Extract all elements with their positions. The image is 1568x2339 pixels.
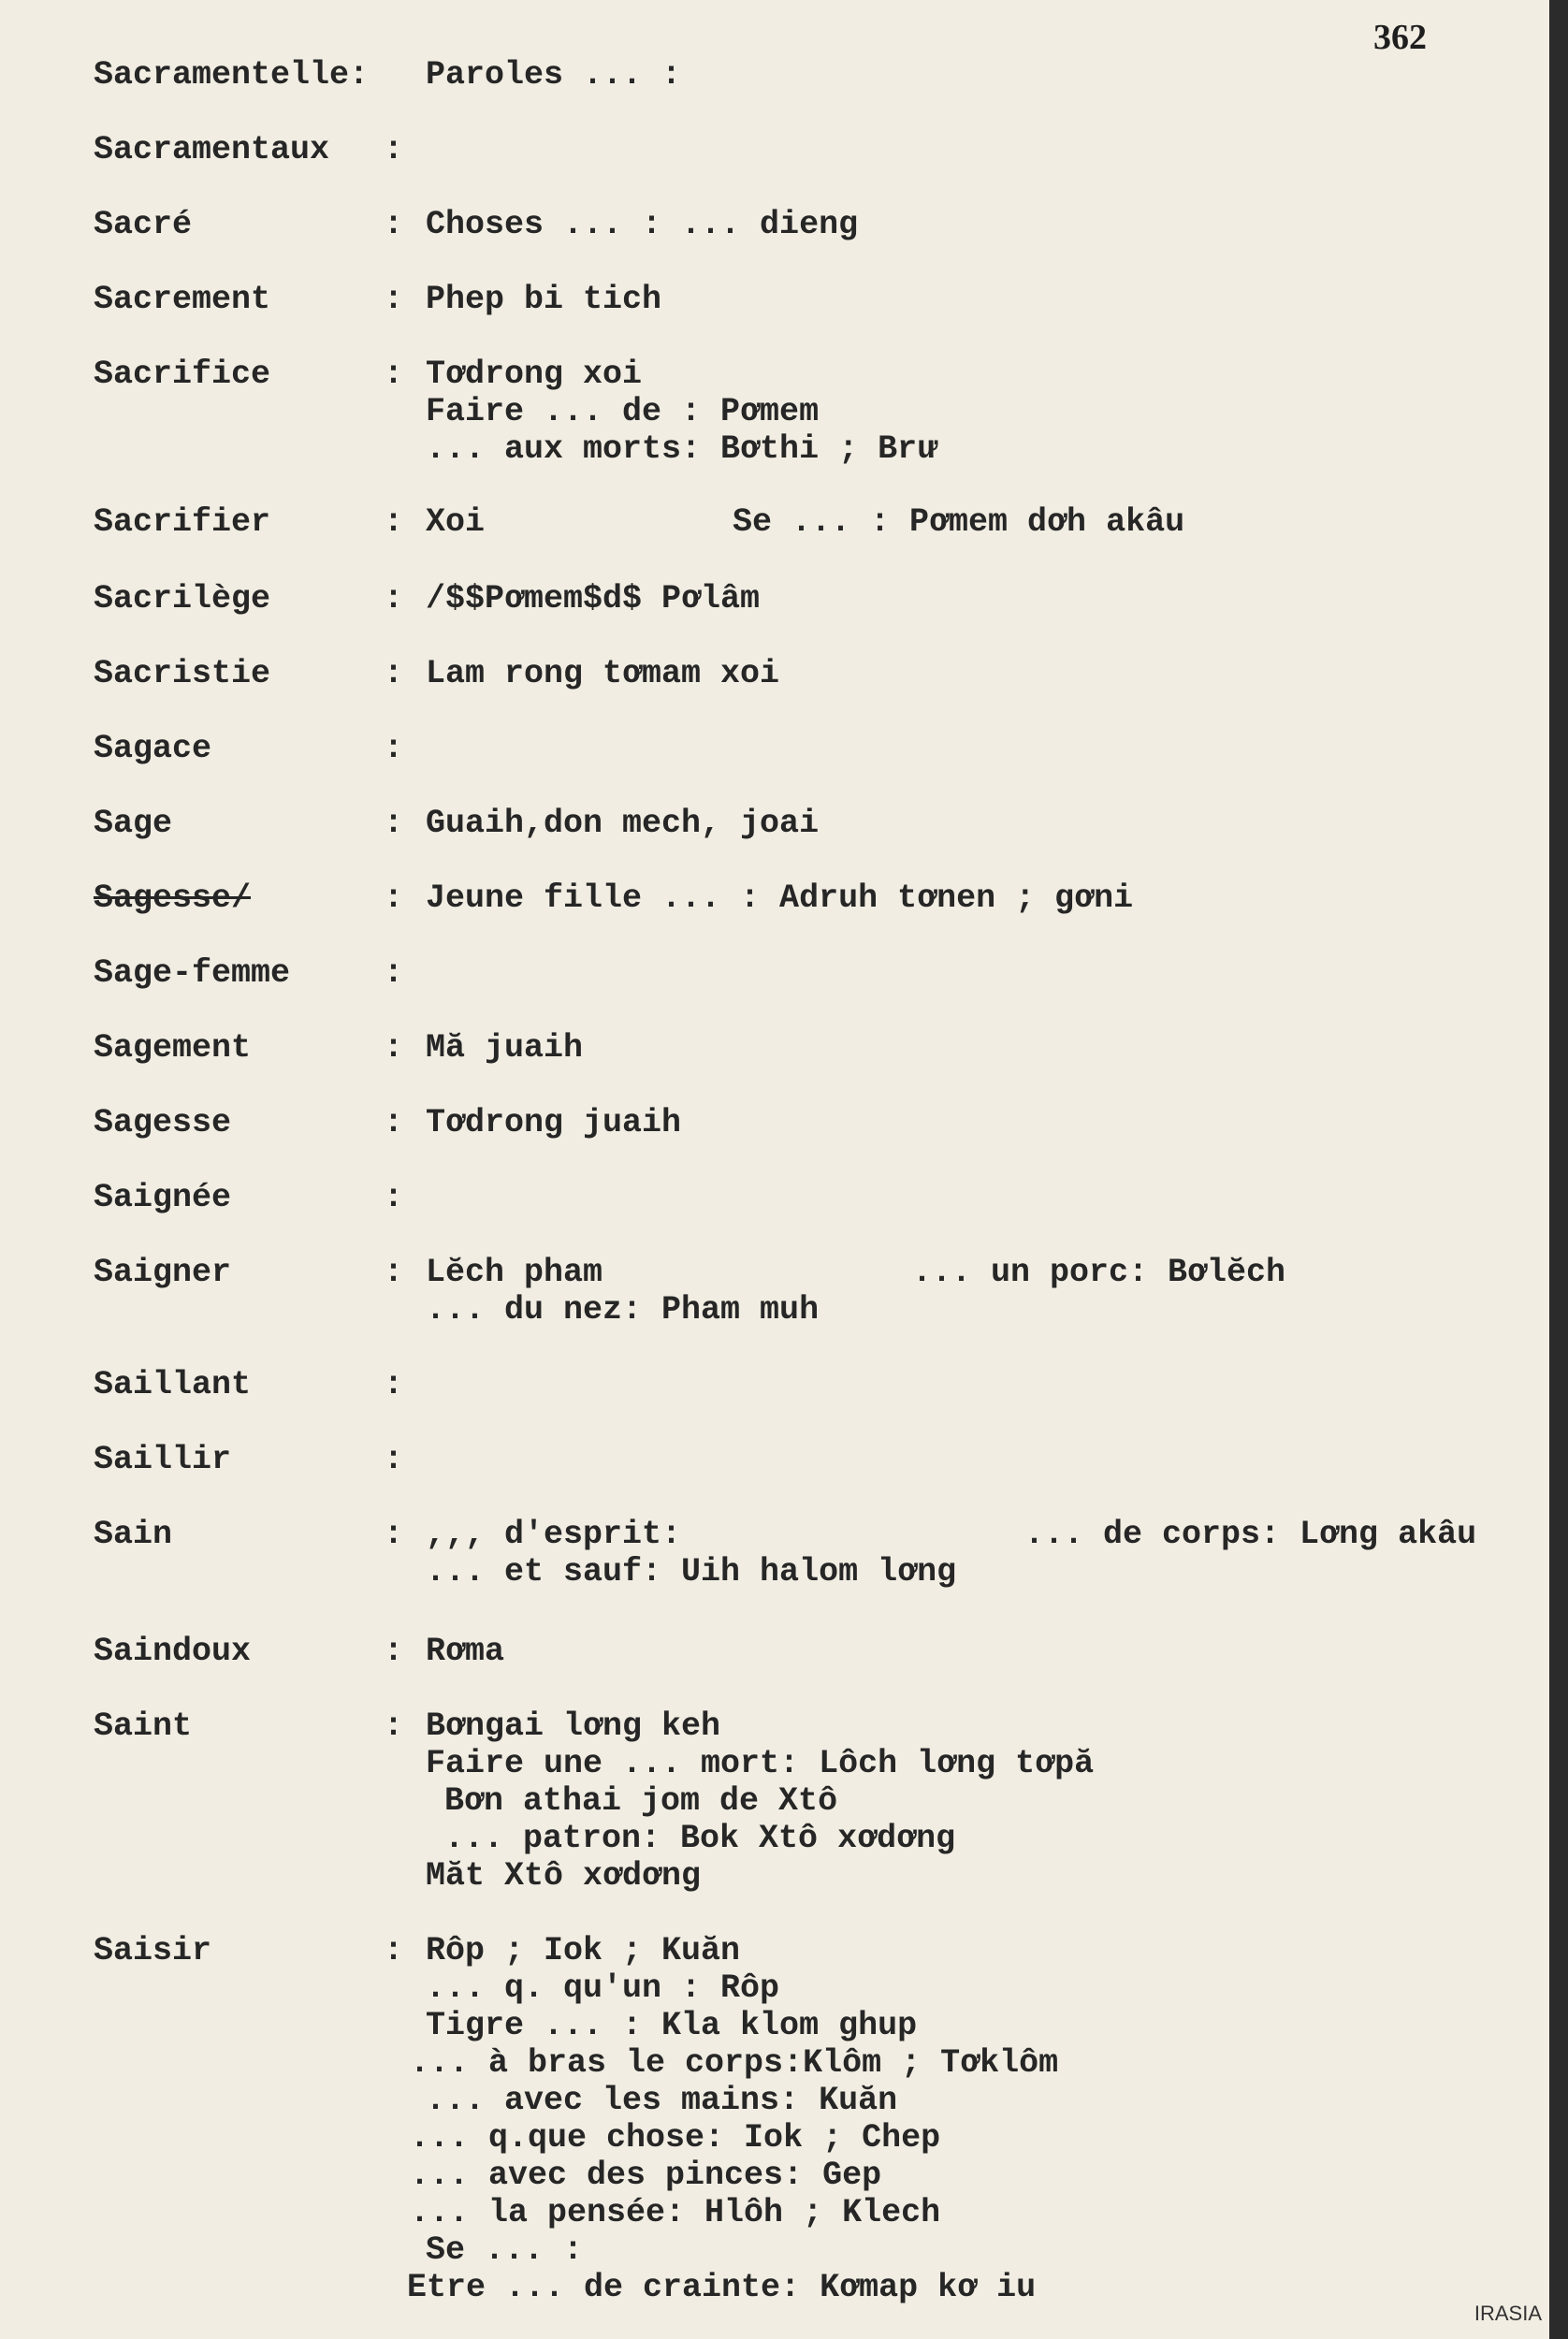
- entry-headword: Sagesse/: [94, 879, 252, 917]
- entry-definition-line: Tơdrong juaih: [426, 1104, 682, 1141]
- entry-definition-line: Lĕch pham: [426, 1254, 603, 1291]
- entry-headword: Sacré: [94, 206, 193, 243]
- entry-separator: :: [384, 206, 404, 243]
- entry-definition-line: Xoi: [426, 503, 486, 541]
- entry-separator: :: [384, 805, 404, 842]
- entry-headword: Sagesse: [94, 1104, 232, 1141]
- entry-definition-line: Etre ... de crainte: Kơmap kơ iu: [407, 2269, 1037, 2306]
- entry-headword: Saillant: [94, 1366, 252, 1403]
- entry-definition-line: ... du nez: Pham muh: [426, 1291, 820, 1329]
- entry-definition-line: Mă juaih: [426, 1029, 584, 1067]
- entry-separator: :: [384, 1516, 404, 1553]
- entry-headword: Sagement: [94, 1029, 252, 1067]
- archive-stamp: IRASIA: [1474, 2302, 1542, 2325]
- entry-separator: :: [384, 580, 404, 617]
- entry-definition-line: Bơngai lơng keh: [426, 1707, 721, 1745]
- entry-separator: :: [384, 1179, 404, 1216]
- entry-definition-line: Jeune fille ... : Adruh tơnen ; gơni: [426, 879, 1134, 917]
- entry-separator: :: [384, 503, 404, 541]
- entry-headword: Sacramentelle:: [94, 56, 370, 94]
- entry-definition-line: Faire une ... mort: Lôch lơng tơpă: [426, 1745, 1095, 1782]
- entry-separator: :: [384, 655, 404, 692]
- entry-definition-line: Phep bi tich: [426, 281, 662, 318]
- entry-definition-line: ... et sauf: Uih halom lơng: [426, 1553, 957, 1591]
- entry-separator: :: [384, 730, 404, 767]
- entry-definition-line: ... la pensée: Hlôh ; Klech: [410, 2194, 941, 2231]
- entry-headword: Sagace: [94, 730, 212, 767]
- entry-definition-line: ... de corps: Lơng akâu: [1024, 1516, 1477, 1553]
- entry-definition-line: Guaih,don mech, joai: [426, 805, 820, 842]
- entry-separator: :: [384, 281, 404, 318]
- entry-definition-line: ... q.que chose: Iok ; Chep: [410, 2119, 941, 2157]
- entry-definition-line: Choses ... : ... dieng: [426, 206, 859, 243]
- entry-separator: :: [384, 1029, 404, 1067]
- entry-definition-line: ... q. qu'un : Rôp: [426, 1969, 780, 2007]
- entry-headword: Sacrement: [94, 281, 271, 318]
- entry-headword: Saigner: [94, 1254, 232, 1291]
- entry-separator: :: [384, 1707, 404, 1745]
- entry-definition-line: Faire ... de : Pơmem: [426, 393, 820, 430]
- entry-separator: :: [384, 1366, 404, 1403]
- entry-headword: Saignée: [94, 1179, 232, 1216]
- entry-definition-line: Rơma: [426, 1633, 505, 1670]
- entry-headword: Sacristie: [94, 655, 271, 692]
- entry-definition-line: Se ... : Pơmem dơh akâu: [733, 503, 1185, 541]
- entry-separator: :: [384, 356, 404, 393]
- entry-definition-line: Măt Xtô xơdơng: [426, 1857, 702, 1895]
- entry-definition-line: Tigre ... : Kla klom ghup: [426, 2007, 918, 2044]
- entry-definition-line: ... aux morts: Bơthi ; Brư: [426, 430, 937, 468]
- entry-headword: Sacrilège: [94, 580, 271, 617]
- entry-headword: Sacrifice: [94, 356, 271, 393]
- entry-separator: :: [384, 1104, 404, 1141]
- entry-headword: Saisir: [94, 1932, 212, 1969]
- entry-definition-line: ... à bras le corps:Klôm ; Tơklôm: [410, 2044, 1059, 2082]
- entry-headword: Sacrifier: [94, 503, 271, 541]
- entry-headword: Saillir: [94, 1441, 232, 1478]
- scan-edge: [1549, 0, 1568, 2339]
- entry-separator: :: [384, 879, 404, 917]
- entry-headword: Saindoux: [94, 1633, 252, 1670]
- entry-headword: Sain: [94, 1516, 173, 1553]
- entry-definition-line: Tơdrong xoi: [426, 356, 643, 393]
- entry-definition-line: ,,, d'esprit:: [426, 1516, 682, 1553]
- entry-definition-line: Lam rong tơmam xoi: [426, 655, 780, 692]
- entry-headword: Sage: [94, 805, 173, 842]
- entry-separator: :: [384, 954, 404, 992]
- page-number: 362: [1373, 18, 1427, 57]
- entry-definition-line: Se ... :: [426, 2231, 584, 2269]
- entry-separator: :: [384, 1932, 404, 1969]
- entry-headword: Sage-femme: [94, 954, 291, 992]
- entry-definition-line: Paroles ... :: [426, 56, 682, 94]
- entry-definition-line: Bơn athai jom de Xtô: [444, 1782, 838, 1820]
- entry-definition-line: ... un porc: Bơlĕch: [912, 1254, 1286, 1291]
- entry-headword: Sacramentaux: [94, 131, 330, 168]
- entry-separator: :: [384, 1633, 404, 1670]
- entry-definition-line: ... patron: Bok Xtô xơdơng: [444, 1820, 956, 1857]
- entry-headword: Saint: [94, 1707, 193, 1745]
- entry-separator: :: [384, 131, 404, 168]
- entry-definition-line: Rôp ; Iok ; Kuăn: [426, 1932, 741, 1969]
- entry-definition-line: ... avec les mains: Kuăn: [426, 2082, 898, 2119]
- entry-definition-line: ... avec des pinces: Gep: [410, 2157, 882, 2194]
- entry-separator: :: [384, 1441, 404, 1478]
- entry-separator: :: [384, 1254, 404, 1291]
- entry-definition-line: /$$Pơmem$d$ Pơlâm: [426, 580, 761, 617]
